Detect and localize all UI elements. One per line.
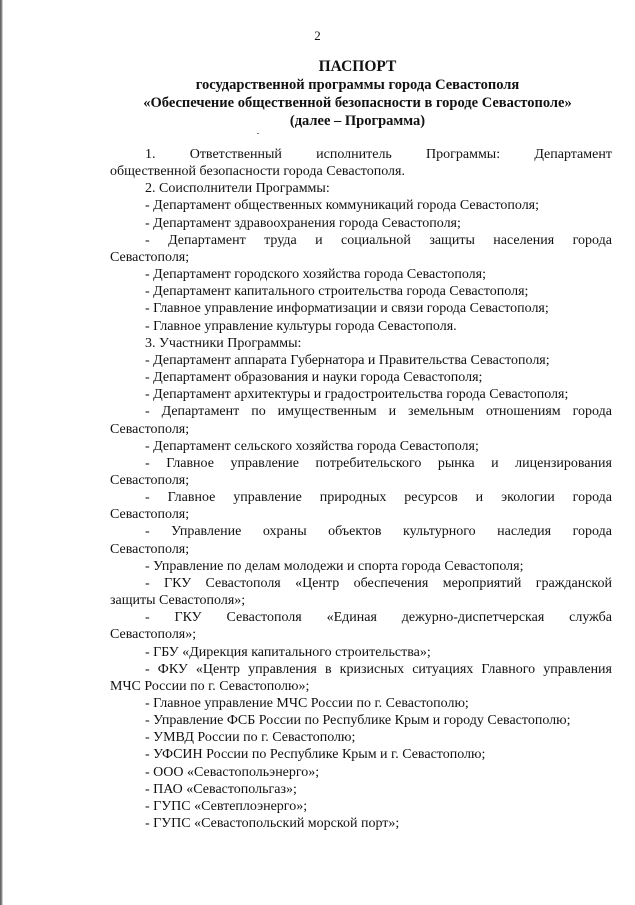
word: ресурсов xyxy=(404,490,458,506)
word: Ответственный xyxy=(189,147,282,162)
continuation-line: общественной безопасности города Севастополя. xyxy=(110,164,405,180)
justified-line xyxy=(110,455,612,472)
list-item xyxy=(110,489,612,523)
word: города xyxy=(572,404,612,420)
word: и xyxy=(388,404,397,420)
scan-speck xyxy=(257,133,259,134)
word: по xyxy=(251,404,266,420)
list-item: - Главное управление МЧС России по г. Севастополю; xyxy=(145,696,469,711)
list-item xyxy=(110,232,612,266)
word: ГКУ xyxy=(164,575,192,591)
word: потребительского xyxy=(315,455,422,471)
list-item xyxy=(110,146,612,180)
word: управление xyxy=(230,455,299,471)
word: и xyxy=(475,490,484,506)
word: служба xyxy=(569,610,612,626)
word: имущественным xyxy=(277,404,377,420)
word: и xyxy=(315,232,323,248)
word: - xyxy=(145,610,150,626)
list-item: - Департамент капитального строительства города Севастополя; xyxy=(145,284,529,300)
justified-line xyxy=(110,403,612,420)
justified-line xyxy=(110,146,612,163)
word: Программы: xyxy=(426,147,501,162)
list-item: - Департамент сельского хозяйства города Севастополя; xyxy=(145,438,479,454)
word: культурного xyxy=(402,524,476,540)
justified-line xyxy=(110,489,612,506)
word: ГКУ xyxy=(174,610,202,626)
word: города xyxy=(572,524,612,540)
word: и xyxy=(491,455,499,471)
word: труда xyxy=(264,232,297,248)
word: мероприятий xyxy=(442,575,522,591)
word: - xyxy=(145,404,150,420)
word: - xyxy=(145,524,150,540)
page-number: 2 xyxy=(314,28,321,43)
word: в xyxy=(324,661,332,677)
list-item xyxy=(110,403,612,437)
word: города xyxy=(572,490,612,506)
word: Главное xyxy=(167,490,216,506)
word: управления xyxy=(248,661,317,677)
justified-line xyxy=(110,232,612,249)
word: Департамент xyxy=(168,232,246,248)
word: отношениям xyxy=(485,404,561,420)
title-line-1: ПАСПОРТ xyxy=(318,58,397,75)
word: земельным xyxy=(408,404,474,420)
word: ситуациях xyxy=(412,661,474,677)
justified-line xyxy=(110,609,612,626)
word: ФКУ xyxy=(157,661,188,677)
word: «Единая xyxy=(326,610,377,626)
continuation-line: Севастополя; xyxy=(110,421,190,437)
word: - xyxy=(145,661,150,677)
list-item: - Главное управление информатизации и связи города Севастополя; xyxy=(145,301,549,317)
justified-line xyxy=(110,523,612,540)
word: защиты xyxy=(429,232,475,248)
list-item: - ГУПС «Севастопольский морской порт»; xyxy=(145,816,400,832)
title-line-3: «Обеспечение общественной безопасности в городе Севастополе» xyxy=(143,95,572,111)
word: управления xyxy=(543,661,612,677)
word: Севастополя xyxy=(205,575,281,591)
list-item: - Департамент аппарата Губернатора и Правительства Севастополя; xyxy=(145,352,550,368)
word: рынка xyxy=(437,455,475,471)
continuation-line: защиты Севастополя»; xyxy=(110,593,246,609)
title-line-4: (далее – Программа) xyxy=(289,113,426,129)
justified-line xyxy=(110,575,612,592)
list-item xyxy=(110,523,612,557)
list-item: - УМВД России по г. Севастополю; xyxy=(145,730,356,746)
list-item: - ПАО «Севастопольгаз»; xyxy=(145,781,297,797)
word: Главного xyxy=(481,661,536,677)
continuation-line: Севастополя; xyxy=(110,472,190,488)
list-item: - ООО «Севастопольэнерго»; xyxy=(145,764,320,780)
list-item: - Управление по делам молодежи и спорта города Севастополя; xyxy=(145,558,524,574)
continuation-line: МЧС России по г. Севастополю»; xyxy=(110,678,310,694)
word: Севастополя xyxy=(226,610,302,626)
list-item: - Департамент общественных коммуникаций города Севастополя; xyxy=(145,198,540,214)
word: охраны xyxy=(262,524,307,540)
continuation-line: Севастополя»; xyxy=(110,627,197,643)
list-item xyxy=(110,661,612,695)
word: объектов xyxy=(328,524,382,540)
word: экологии xyxy=(501,490,555,506)
word: «Центр xyxy=(295,575,340,591)
word: - xyxy=(145,490,150,506)
word: гражданской xyxy=(535,575,612,591)
word: населения xyxy=(493,232,555,248)
word: кризисных xyxy=(339,661,405,677)
word: управление xyxy=(233,490,302,506)
list-item xyxy=(110,455,612,489)
justified-line xyxy=(110,661,612,678)
word: Управление xyxy=(171,524,242,540)
list-item: - Главное управление культуры города Севастополя. xyxy=(145,318,457,334)
word: социальной xyxy=(341,232,411,248)
page-left-edge xyxy=(0,0,3,905)
list-item xyxy=(110,609,612,643)
continuation-line: Севастополя; xyxy=(110,507,190,523)
list-item: - ГБУ «Дирекция капитального строительства»; xyxy=(145,644,431,660)
continuation-line: Севастополя; xyxy=(110,249,190,265)
word: Главное xyxy=(166,455,214,471)
continuation-line: Севастополя; xyxy=(110,541,190,557)
list-item: - Департамент архитектуры и градостроительства города Севастополя; xyxy=(145,387,569,403)
word: исполнитель xyxy=(316,147,392,162)
word: города xyxy=(572,232,612,248)
word: природных xyxy=(319,490,387,506)
word: Департамент xyxy=(534,147,612,162)
list-item: - ГУПС «Севтеплоэнерго»; xyxy=(145,798,308,814)
word: 1. xyxy=(145,147,156,162)
word: наследия xyxy=(497,524,552,540)
title-line-2: государственной программы города Севастополя xyxy=(195,77,520,93)
word: - xyxy=(145,575,150,591)
word: «Центр xyxy=(195,661,240,677)
word: Департамент xyxy=(161,404,240,420)
word: - xyxy=(145,232,150,248)
document-body xyxy=(110,146,612,832)
list-item: - Департамент городского хозяйства города Севастополя; xyxy=(145,267,486,283)
list-item: 3. Участники Программы: xyxy=(145,335,302,351)
word: обеспечения xyxy=(353,575,429,591)
list-item: - Управление ФСБ России по Республике Крым и городу Севастополю; xyxy=(145,713,571,729)
list-item: - УФСИН России по Республике Крым и г. Севастополю; xyxy=(145,747,486,763)
list-item: - Департамент образования и науки города Севастополя; xyxy=(145,370,483,386)
document-title xyxy=(100,58,615,130)
word: дежурно-диспетчерская xyxy=(401,610,545,626)
word: - xyxy=(145,455,150,471)
list-item xyxy=(110,575,612,609)
word: лицензирования xyxy=(515,455,612,471)
list-item: 2. Соисполнители Программы: xyxy=(145,181,330,197)
list-item: - Департамент здравоохранения города Севастополя; xyxy=(145,215,461,231)
